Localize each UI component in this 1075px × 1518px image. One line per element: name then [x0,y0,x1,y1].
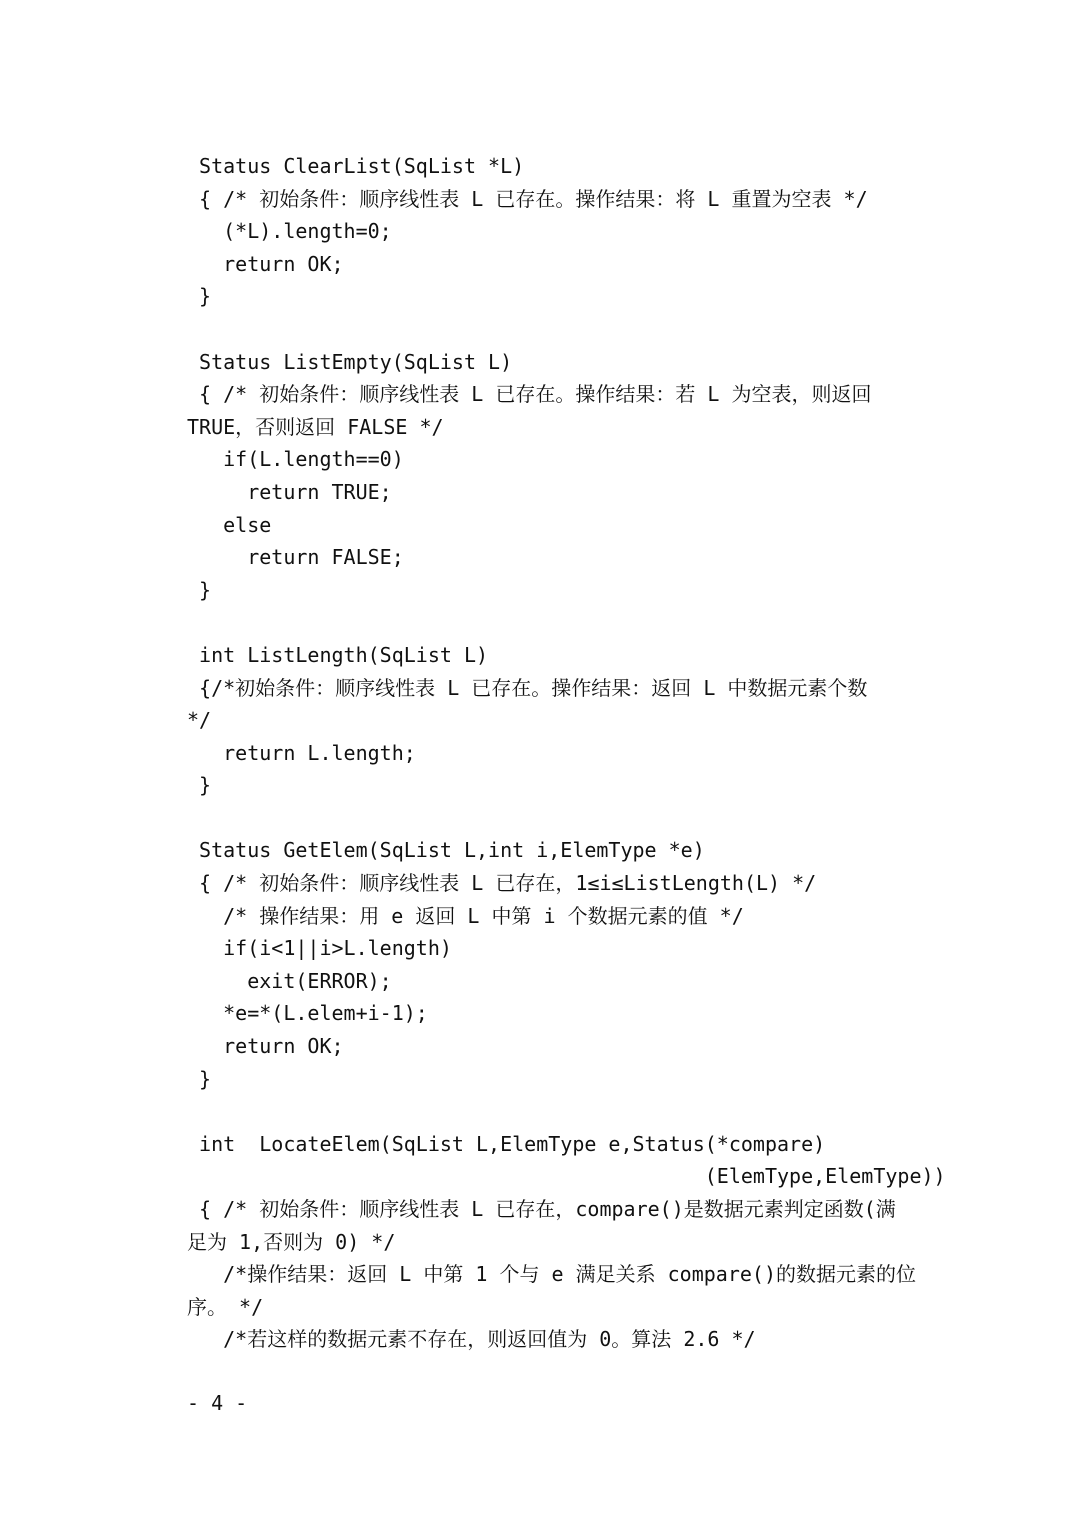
code-line: 足为 1,否则为 0) */ [187,1229,396,1254]
code-line [187,606,917,639]
code-line: return TRUE; [187,479,392,504]
code-line: (*L).length=0; [187,219,392,244]
code-line [187,802,917,835]
code-line [187,1095,917,1128]
code-line: /*操作结果：返回 L 中第 1 个与 e 满足关系 compare()的数据元素的位 [187,1262,916,1287]
code-line: Status ClearList(SqList *L) [187,154,525,178]
code-line: return OK; [187,1034,344,1059]
code-line: *e=*(L.elem+i-1); [187,1001,428,1026]
code-line: return L.length; [187,740,416,765]
code-line: if(i<1||i>L.length) [187,936,452,961]
code-line [187,313,917,346]
code-line: */ [187,708,212,733]
code-line: { /* 初始条件：顺序线性表 L 已存在。操作结果：将 L 重置为空表 */ [187,186,868,211]
code-line: { /* 初始条件：顺序线性表 L 已存在。操作结果：若 L 为空表，则返回 [187,382,872,407]
code-line: } [187,577,212,602]
code-line: { /* 初始条件：顺序线性表 L 已存在，1≤i≤ListLength(L) */ [187,871,817,896]
code-line: 序。 */ [187,1294,264,1319]
code-line: } [187,284,212,309]
code-line: Status ListEmpty(SqList L) [187,349,513,374]
code-line: } [187,773,212,798]
code-line: exit(ERROR); [187,968,392,993]
code-line: int ListLength(SqList L) [187,642,489,667]
code-line: else [187,512,272,537]
code-line: /* 操作结果：用 e 返回 L 中第 i 个数据元素的值 */ [187,903,744,928]
code-line: TRUE，否则返回 FALSE */ [187,414,444,439]
code-line: /*若这样的数据元素不存在，则返回值为 0。算法 2.6 */ [187,1327,756,1352]
page-number: - 4 - [187,1391,248,1415]
code-line: Status GetElem(SqList L,int i,ElemType *e) [187,838,705,863]
code-line: (ElemType,ElemType)) [187,1164,946,1189]
code-line: int LocateElem(SqList L,ElemType e,Status(*compare) [187,1131,826,1156]
code-line: return OK; [187,251,344,276]
code-line: if(L.length==0) [187,447,404,472]
code-line: } [187,1066,212,1091]
code-listing [187,150,946,1356]
code-line: { /* 初始条件：顺序线性表 L 已存在，compare()是数据元素判定函数(满 [187,1197,896,1221]
code-line: return FALSE; [187,545,404,570]
code-line: {/*初始条件：顺序线性表 L 已存在。操作结果：返回 L 中数据元素个数 [187,675,868,700]
